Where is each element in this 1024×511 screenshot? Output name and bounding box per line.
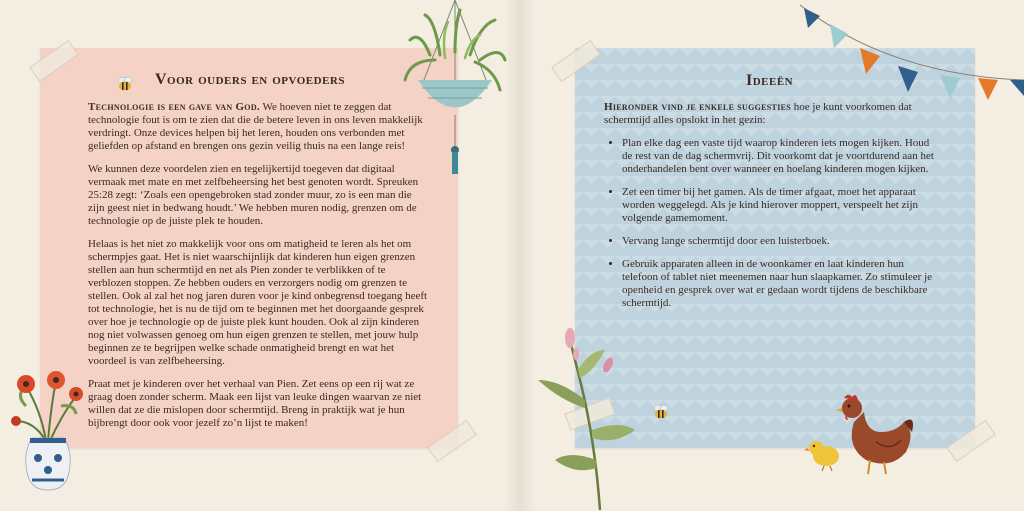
left-paragraph-3: Helaas is het niet zo makkelijk voor ons om matigheid te leren als het om schermpjes gaat. Het is niet waarschijnlijk dat kinderen hun eigen grenzen stellen aan hun schermtijd en net als Pien zonder te verblikken of te verblozen stoppen. Ze hebben ouders en verzorgers nodig om grenzen te stellen. Ook al zal het nog jaren duren voor je kind onbegrensd toegang heeft tot technologie, het is nu de tijd om te beginnen met het doorgaande gesprek over hoe je technologie op de juiste plek kunt houden. Ook al zijn kinderen nog niet volwassen genoeg om hun eigen grenzen te stellen, met jouw hulp beginnen ze te begrijpen welke schade onmatigheid brengt en wat het voordeel is van zelfbeheersing. bbox=[88, 238, 428, 367]
right-body bbox=[604, 101, 939, 320]
right-intro: Hieronder vind je enkele suggesties hoe je kunt voorkomen dat schermtijd alles opslokt in het gezin: bbox=[604, 101, 912, 126]
bee-icon bbox=[652, 404, 670, 420]
flower-branch-icon bbox=[530, 320, 640, 510]
list-item: • Zet een timer bij het gamen. Als de timer afgaat, moet het apparaat worden weggelegd. Als je kind hierover moppert, verspeelt het zijn volgende gamemoment. bbox=[622, 186, 939, 225]
list-item: • Gebruik apparaten alleen in de woonkamer en laat kinderen hun telefoon of tablet niet meenemen naar hun slaapkamer. Zo stimuleer je openheid en gesprek over wat er gedaan wordt tijdens de beschikbare schermtijd. bbox=[622, 258, 939, 310]
left-paragraph-1: Technologie is een gave van God. We hoeven niet te zeggen dat technologie fout is om te zien dat die de betere leven in ons leven makkelijk verdringt. Onze devices helpen bij het leren, houden ons verbonden met geliefden op afstand en brengen ons gezin veilig thuis na een lange reis! bbox=[88, 101, 423, 152]
right-title: Ideeën bbox=[746, 72, 794, 89]
list-item: • Plan elke dag een vaste tijd waarop kinderen iets mogen kijken. Houd de rest van de dag schermvrij. Dit voorkomt dat je voortdurend aan het onderhandelen bent over wanneer en hoelang kinderen mogen kijken. bbox=[622, 137, 939, 176]
bee-icon bbox=[116, 76, 134, 92]
left-body bbox=[88, 101, 428, 440]
left-title: Voor ouders en opvoeders bbox=[155, 71, 345, 88]
hen-icon bbox=[836, 392, 916, 476]
bunting-icon bbox=[800, 0, 1024, 110]
left-paragraph-4: Praat met je kinderen over het verhaal van Pien. Zet eens op een rij wat ze graag doen zonder scherm. Maak een lijst van leuke dingen waarvan ze niet willen dat ze die mislopen door schermtijd. Breng in praktijk wat je hun bijbrengt door ook voor jezelf zo’n lijst te maken! bbox=[88, 378, 422, 429]
list-item: • Vervang lange schermtijd door een luisterboek. bbox=[622, 235, 939, 248]
ideas-list bbox=[604, 137, 939, 310]
left-paragraph-2: We kunnen deze voordelen zien en tegelijkertijd toegeven dat digitaal vermaak met mate en met zelfbeheersing het best genoten wordt. Spreuken 25:28 zegt: ‘Zoals een opengebroken stad zonder muur, zo is een man die zijn geest niet in bedwang houdt.’ We hebben muren nodig, grenzen om de technologie op de juiste plek te houden. bbox=[88, 163, 419, 227]
hanging-plant-icon bbox=[400, 0, 510, 180]
poppy-vase-icon bbox=[6, 366, 92, 496]
